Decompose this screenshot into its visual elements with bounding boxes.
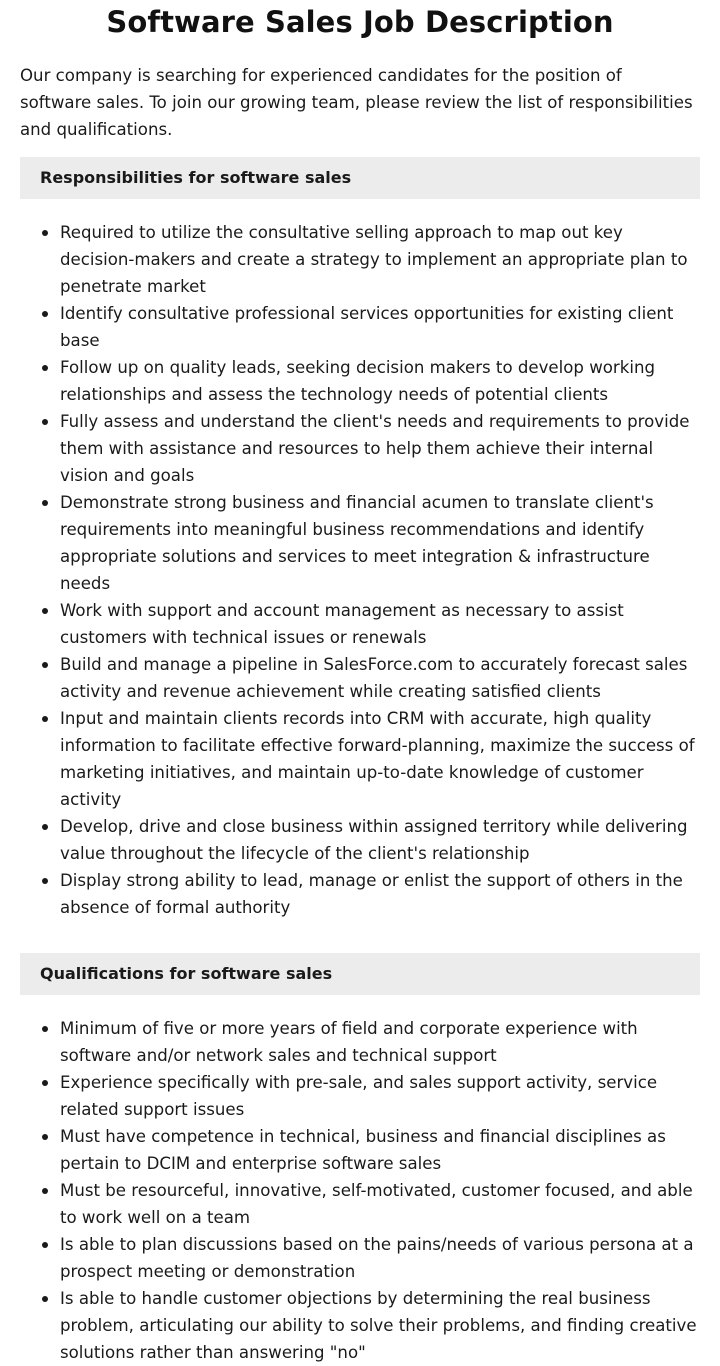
bullet-icon [42,500,48,506]
list-item: Must have competence in technical, business and financial disciplines as pertain to DCIM and enterprise software sales [20,1123,700,1177]
list-item: Required to utilize the consultative selling approach to map out key decision-makers and create a strategy to implement an appropriate plan to penetrate market [20,219,700,300]
list-item: Follow up on quality leads, seeking decision makers to develop working relationships and assess the technology needs of potential clients [20,354,700,408]
list-item: Build and manage a pipeline in SalesForce.com to accurately forecast sales activity and revenue achievement while creating satisfied clients [20,651,700,705]
bullet-icon [42,824,48,830]
page-title: Software Sales Job Description [106,5,614,39]
list-item: Demonstrate strong business and financial acumen to translate client's requirements into meaningful business recommendations and identify appropriate solutions and services to meet integration & infrastructure needs [20,489,700,597]
bullet-icon [42,1080,48,1086]
list-item: Experience specifically with pre-sale, and sales support activity, service related support issues [20,1069,700,1123]
list-item: Develop, drive and close business within assigned territory while delivering value throughout the lifecycle of the client's relationship [20,813,700,867]
responsibilities-list [20,219,700,921]
section-gap [20,921,700,939]
list-item: Minimum of five or more years of field and corporate experience with software and/or network sales and technical support [20,1015,700,1069]
qualifications-list [20,1015,700,1366]
intro-paragraph: Our company is searching for experienced candidates for the position of software sales. To join our growing team, please review the list of responsibilities and qualifications. [20,66,693,139]
list-item: Input and maintain clients records into CRM with accurate, high quality information to facilitate effective forward-planning, maximize the success of marketing initiatives, and maintain up-to-date knowledge of customer activity [20,705,700,813]
bullet-icon [42,608,48,614]
list-item: Work with support and account management as necessary to assist customers with technical issues or renewals [20,597,700,651]
bullet-icon [42,311,48,317]
bullet-icon [42,1296,48,1302]
bullet-icon [42,1188,48,1194]
bullet-icon [42,878,48,884]
qualifications-heading: Qualifications for software sales [20,953,700,995]
list-item: Identify consultative professional services opportunities for existing client base [20,300,700,354]
bullet-icon [42,419,48,425]
list-item: Must be resourceful, innovative, self-motivated, customer focused, and able to work well on a team [20,1177,700,1231]
list-item: Is able to handle customer objections by determining the real business problem, articulating our ability to solve their problems, and finding creative solutions rather than answering "no" [20,1285,700,1366]
bullet-icon [42,365,48,371]
bullet-icon [42,230,48,236]
bullet-icon [42,1134,48,1140]
list-item: Fully assess and understand the client's needs and requirements to provide them with assistance and resources to help them achieve their internal vision and goals [20,408,700,489]
responsibilities-heading: Responsibilities for software sales [20,157,700,199]
bullet-icon [42,716,48,722]
list-item: Is able to plan discussions based on the pains/needs of various persona at a prospect meeting or demonstration [20,1231,700,1285]
bullet-icon [42,662,48,668]
bullet-icon [42,1026,48,1032]
list-item: Display strong ability to lead, manage or enlist the support of others in the absence of formal authority [20,867,700,921]
bullet-icon [42,1242,48,1248]
